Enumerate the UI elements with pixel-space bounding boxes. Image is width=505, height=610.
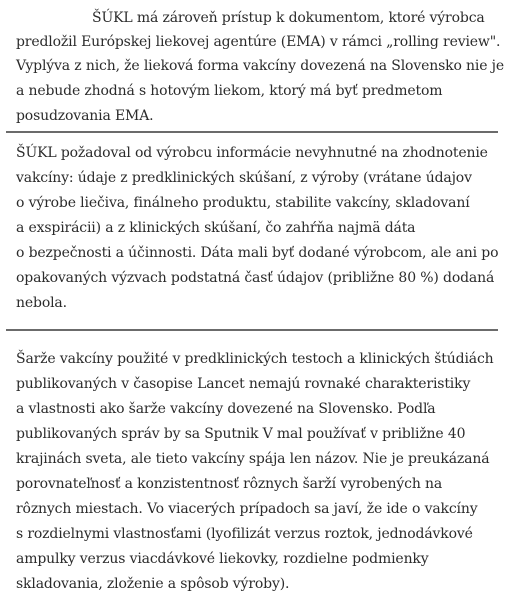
- text-line: o výrobe liečiva, finálneho produktu, stabilite vakcíny, skladovaní: [16, 195, 470, 211]
- text-line: opakovaných výzvach podstatná časť údajov (približne 80 %) dodaná: [16, 270, 495, 286]
- text-line: ŠÚKL má zároveň prístup k dokumentom, ktoré výrobca: [92, 10, 485, 26]
- text-line: s rozdielnymi vlastnosťami (lyofilizát verzus roztok, jednodávkové: [16, 526, 473, 542]
- text-line: posudzovania EMA.: [16, 108, 154, 124]
- text-line: a nebude zhodná s hotovým liekom, ktorý má byť predmetom: [16, 83, 443, 99]
- section-divider: [6, 329, 498, 331]
- text-line: ampulky verzus viacdávkové liekovky, rozdielne podmienky: [16, 551, 429, 567]
- text-line: publikovaných v časopise Lancet nemajú rovnaké charakteristiky: [16, 376, 471, 392]
- text-line: Vyplýva z nich, že lieková forma vakcíny dovezená na Slovensko nie je: [16, 58, 504, 74]
- text-line: krajinách sveta, ale tieto vakcíny spája len názov. Nie je preukázaná: [16, 451, 490, 467]
- section-divider: [6, 131, 498, 133]
- text-line: porovnateľnosť a konzistentnosť rôznych šarží vyrobených na: [16, 476, 443, 492]
- text-line: a vlastnosti ako šarže vakcíny dovezené na Slovensko. Podľa: [16, 401, 436, 417]
- text-line: skladovania, zloženie a spôsob výroby).: [16, 576, 290, 592]
- text-line: publikovaných správ by sa Sputnik V mal používať v približne 40: [16, 426, 466, 442]
- text-line: Šarže vakcíny použité v predklinických testoch a klinických štúdiách: [16, 351, 494, 367]
- text-line: o bezpečnosti a účinnosti. Dáta mali byť dodané výrobcom, ale ani po: [16, 245, 499, 261]
- text-line: a exspirácii) a z klinických skúšaní, čo zahŕňa najmä dáta: [16, 220, 416, 236]
- text-line: rôznych miestach. Vo viacerých prípadoch sa javí, že ide o vakcíny: [16, 501, 478, 517]
- text-line: vakcíny: údaje z predklinických skúšaní, z výroby (vrátane údajov: [16, 170, 472, 186]
- text-line: ŠÚKL požadoval od výrobcu informácie nevyhnutné na zhodnotenie: [16, 145, 488, 161]
- text-line: predložil Európskej liekovej agentúre (EMA) v rámci „rolling review".: [16, 34, 501, 50]
- text-line: nebola.: [16, 295, 67, 311]
